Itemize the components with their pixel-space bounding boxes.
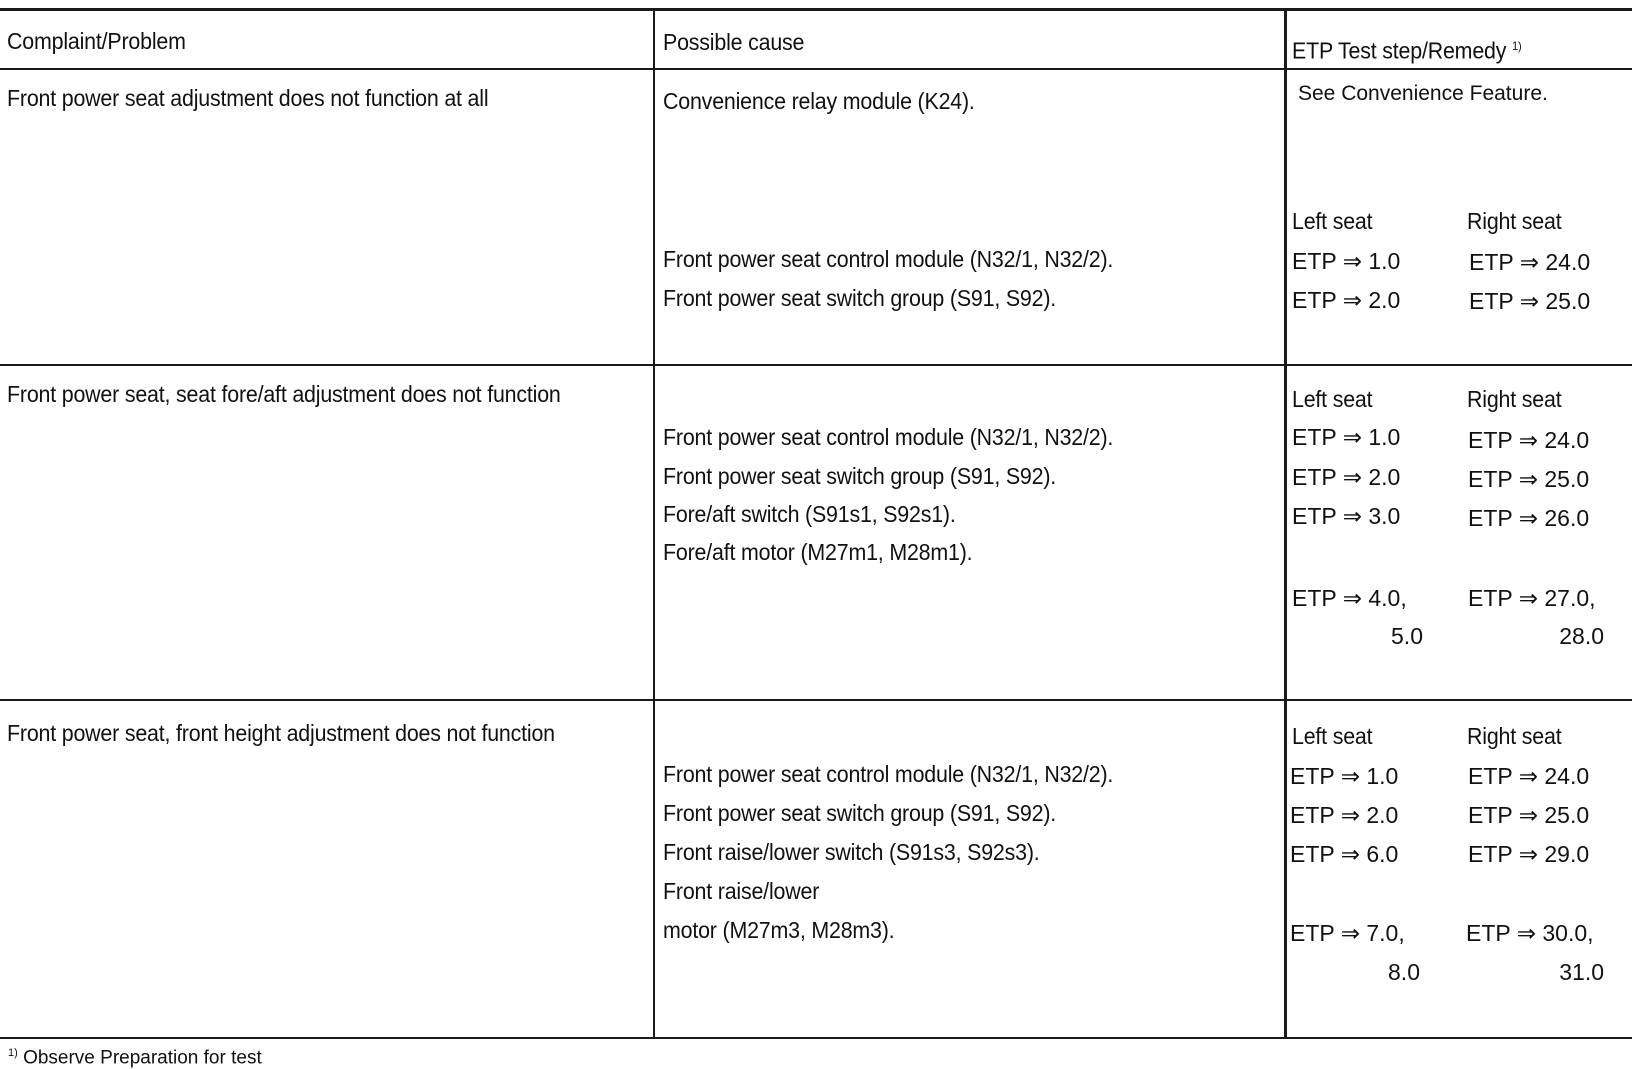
row-1-cause-3: Front power seat switch group (S91, S92). — [663, 285, 1057, 311]
footnote-text: Observe Preparation for test — [23, 1047, 262, 1069]
row-2-right-step-3: ETP ⇒ 26.0 — [1468, 505, 1590, 531]
row-2-right-step-2: ETP ⇒ 25.0 — [1468, 466, 1590, 492]
header-remedy — [1292, 32, 1522, 65]
row-2-left-step-3: ETP ⇒ 3.0 — [1292, 503, 1401, 529]
table-bottom-rule — [0, 1037, 1632, 1039]
footnote-mark: 1) — [8, 1047, 18, 1059]
row-3-cause-3: Front raise/lower switch (S91s3, S92s3). — [663, 839, 1040, 865]
header-remedy-label: ETP Test step/Remedy — [1292, 37, 1507, 64]
row-2-left-step-1: ETP ⇒ 1.0 — [1292, 424, 1401, 450]
row-1-right-step-1: ETP ⇒ 24.0 — [1469, 249, 1591, 275]
row-3-cause-2: Front power seat switch group (S91, S92). — [663, 800, 1057, 826]
row-1-cause-1: Convenience relay module (K24). — [663, 88, 975, 114]
row-1-see-note: See Convenience Feature. — [1298, 82, 1548, 105]
row-3-left-step-1: ETP ⇒ 1.0 — [1290, 763, 1399, 789]
row-2-left-step-2: ETP ⇒ 2.0 — [1292, 464, 1401, 490]
row-3-left-step-5: 8.0 — [1388, 959, 1420, 985]
row-3-left-step-2: ETP ⇒ 2.0 — [1290, 802, 1399, 828]
row-3-right-step-3: ETP ⇒ 29.0 — [1468, 841, 1590, 867]
row-2-cause-1: Front power seat control module (N32/1, N32/2). — [663, 424, 1114, 450]
row-1-cause-2: Front power seat control module (N32/1, N32/2). — [663, 246, 1114, 272]
row-2-bottom-rule — [0, 699, 1632, 701]
footnote — [8, 1042, 262, 1069]
row-1-right-step-2: ETP ⇒ 25.0 — [1469, 288, 1591, 314]
row-3-cause-4: Front raise/lower — [663, 878, 820, 904]
row-3-left-step-3: ETP ⇒ 6.0 — [1290, 841, 1399, 867]
row-3-cause-1: Front power seat control module (N32/1, N32/2). — [663, 761, 1114, 787]
row-1-right-seat-heading: Right seat — [1467, 208, 1562, 234]
row-3-left-step-4: ETP ⇒ 7.0, — [1290, 920, 1405, 946]
row-3-right-step-1: ETP ⇒ 24.0 — [1468, 763, 1590, 789]
header-bottom-rule — [0, 68, 1632, 70]
row-1-left-step-2: ETP ⇒ 2.0 — [1292, 287, 1401, 313]
row-2-right-step-1: ETP ⇒ 24.0 — [1468, 427, 1590, 453]
row-2-left-seat-heading: Left seat — [1292, 386, 1373, 412]
row-3-cause-5: motor (M27m3, M28m3). — [663, 917, 895, 943]
column-divider-2 — [1284, 8, 1287, 1038]
row-1-bottom-rule — [0, 364, 1632, 366]
row-2-cause-4: Fore/aft motor (M27m1, M28m1). — [663, 539, 973, 565]
row-3-left-seat-heading: Left seat — [1292, 723, 1373, 749]
row-1-left-seat-heading: Left seat — [1292, 208, 1373, 234]
row-3-right-step-2: ETP ⇒ 25.0 — [1468, 802, 1590, 828]
row-2-cause-2: Front power seat switch group (S91, S92). — [663, 463, 1057, 489]
row-2-right-step-5: 28.0 — [1559, 623, 1604, 649]
row-3-right-step-4: ETP ⇒ 30.0, — [1466, 920, 1594, 946]
row-2-cause-3: Fore/aft switch (S91s1, S92s1). — [663, 501, 956, 527]
row-3-right-step-5: 31.0 — [1559, 959, 1604, 985]
row-2-right-step-4: ETP ⇒ 27.0, — [1468, 585, 1596, 611]
row-1-complaint: Front power seat adjustment does not function at all — [7, 85, 489, 111]
row-2-left-step-5: 5.0 — [1391, 623, 1423, 649]
header-cause: Possible cause — [663, 29, 805, 55]
row-2-complaint: Front power seat, seat fore/aft adjustment does not function — [7, 381, 561, 407]
row-2-left-step-4: ETP ⇒ 4.0, — [1292, 585, 1407, 611]
header-remedy-footnote-mark: 1) — [1512, 39, 1522, 53]
row-3-right-seat-heading: Right seat — [1467, 723, 1562, 749]
header-complaint: Complaint/Problem — [7, 28, 186, 54]
row-1-left-step-1: ETP ⇒ 1.0 — [1292, 248, 1401, 274]
table-top-rule — [0, 8, 1632, 11]
column-divider-1 — [653, 8, 655, 1038]
row-2-right-seat-heading: Right seat — [1467, 386, 1562, 412]
row-3-complaint: Front power seat, front height adjustment does not function — [7, 720, 555, 746]
